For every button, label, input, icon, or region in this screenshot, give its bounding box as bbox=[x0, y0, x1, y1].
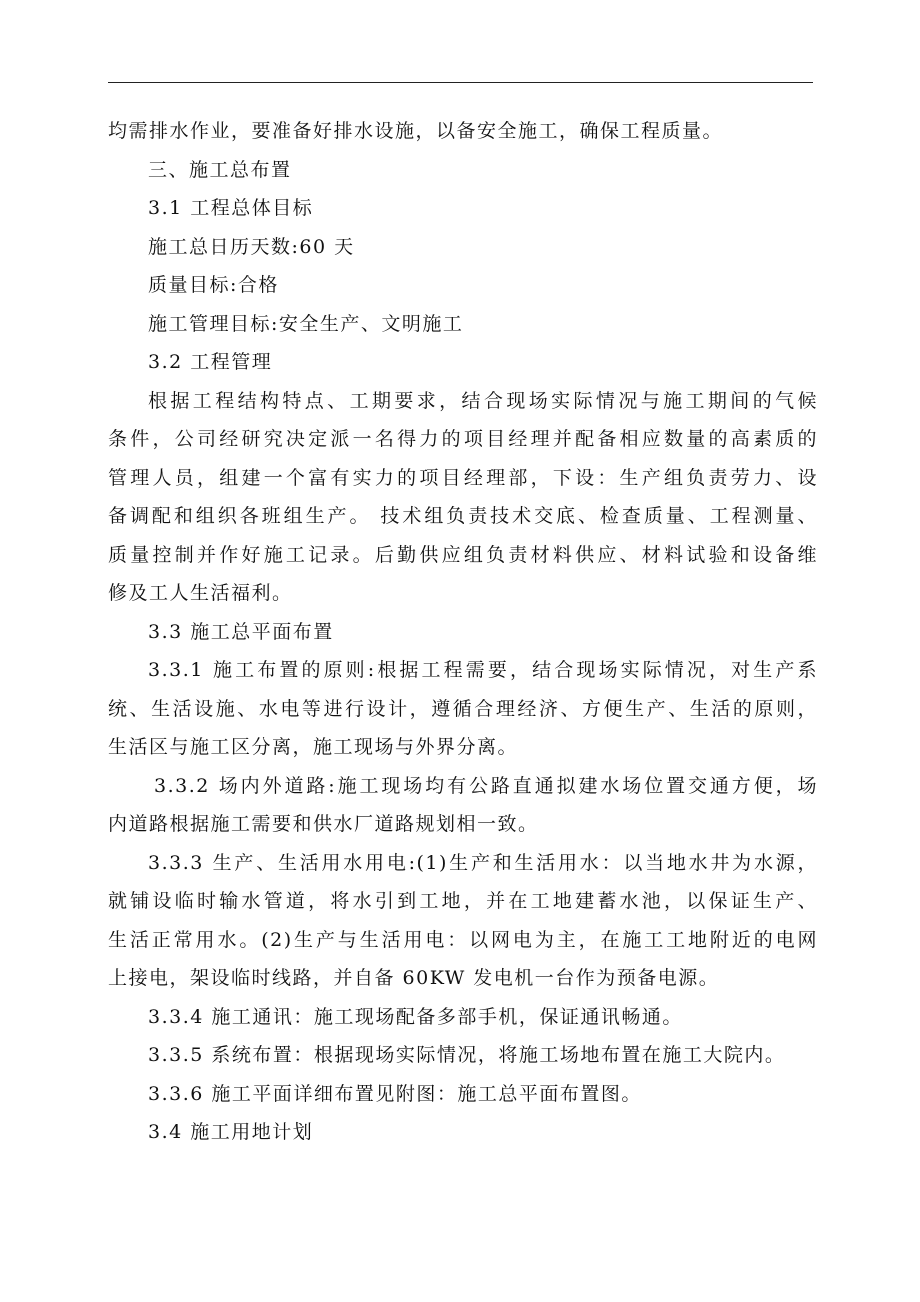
paragraph-line: 统、生活设施、水电等进行设计，遵循合理经济、方便生产、生活的原则， bbox=[108, 697, 818, 720]
paragraph-line: 生活区与施工区分离，施工现场与外界分离。 bbox=[108, 736, 519, 758]
paragraph-line: 3.3.4 施工通讯：施工现场配备多部手机，保证通讯畅通。 bbox=[148, 1005, 683, 1028]
section-heading: 三、施工总布置 bbox=[148, 158, 292, 181]
paragraph-line: 修及工人生活福利。 bbox=[108, 582, 293, 604]
header-rule bbox=[108, 82, 813, 83]
subsection-heading: 3.4 施工用地计划 bbox=[148, 1121, 314, 1143]
subsection-heading: 3.3 施工总平面布置 bbox=[148, 620, 334, 643]
subsection-heading: 3.2 工程管理 bbox=[148, 351, 273, 373]
paragraph-line: 就铺设临时输水管道，将水引到工地，并在工地建蓄水池，以保证生产、 bbox=[108, 890, 818, 912]
document-body bbox=[108, 112, 818, 1152]
paragraph-line: 质量目标:合格 bbox=[148, 274, 279, 296]
paragraph-line: 上接电，架设临时线路，并自备 60KW 发电机一台作为预备电源。 bbox=[108, 967, 720, 989]
paragraph-line: 备调配和组织各班组生产。 技术组负责技术交底、检查质量、工程测量、 bbox=[108, 505, 818, 527]
paragraph-line: 根据工程结构特点、工期要求，结合现场实际情况与施工期间的气候 bbox=[148, 389, 818, 412]
paragraph-line: 条件，公司经研究决定派一名得力的项目经理并配备相应数量的高素质的 bbox=[108, 428, 818, 450]
paragraph-line: 3.3.1 施工布置的原则:根据工程需要，结合现场实际情况，对生产系 bbox=[148, 659, 818, 681]
paragraph-line: 3.3.5 系统布置：根据现场实际情况，将施工场地布置在施工大院内。 bbox=[148, 1044, 786, 1066]
paragraph-line: 施工总日历天数:60 天 bbox=[148, 235, 355, 258]
paragraph-line: 3.3.6 施工平面详细布置见附图：施工总平面布置图。 bbox=[148, 1082, 642, 1105]
paragraph-line: 管理人员，组建一个富有实力的项目经理部，下设：生产组负责劳力、设 bbox=[108, 466, 818, 489]
paragraph-line: 3.3.3 生产、生活用水用电:(1)生产和生活用水：以当地水井为水源， bbox=[148, 851, 818, 874]
paragraph-line: 施工管理目标:安全生产、文明施工 bbox=[148, 312, 464, 335]
subsection-heading: 3.1 工程总体目标 bbox=[148, 197, 314, 219]
paragraph-line: 生活正常用水。(2)生产与生活用电：以网电为主，在施工工地附近的电网 bbox=[108, 928, 818, 951]
paragraph-line: 质量控制并作好施工记录。后勤供应组负责材料供应、材料试验和设备维 bbox=[108, 543, 818, 566]
paragraph-line: 内道路根据施工需要和供水厂道路规划相一致。 bbox=[108, 813, 539, 835]
paragraph-line: 3.3.2 场内外道路:施工现场均有公路直通拟建水场位置交通方便，场 bbox=[154, 774, 818, 797]
paragraph-line: 均需排水作业，要准备好排水设施，以备安全施工，确保工程质量。 bbox=[108, 120, 724, 142]
